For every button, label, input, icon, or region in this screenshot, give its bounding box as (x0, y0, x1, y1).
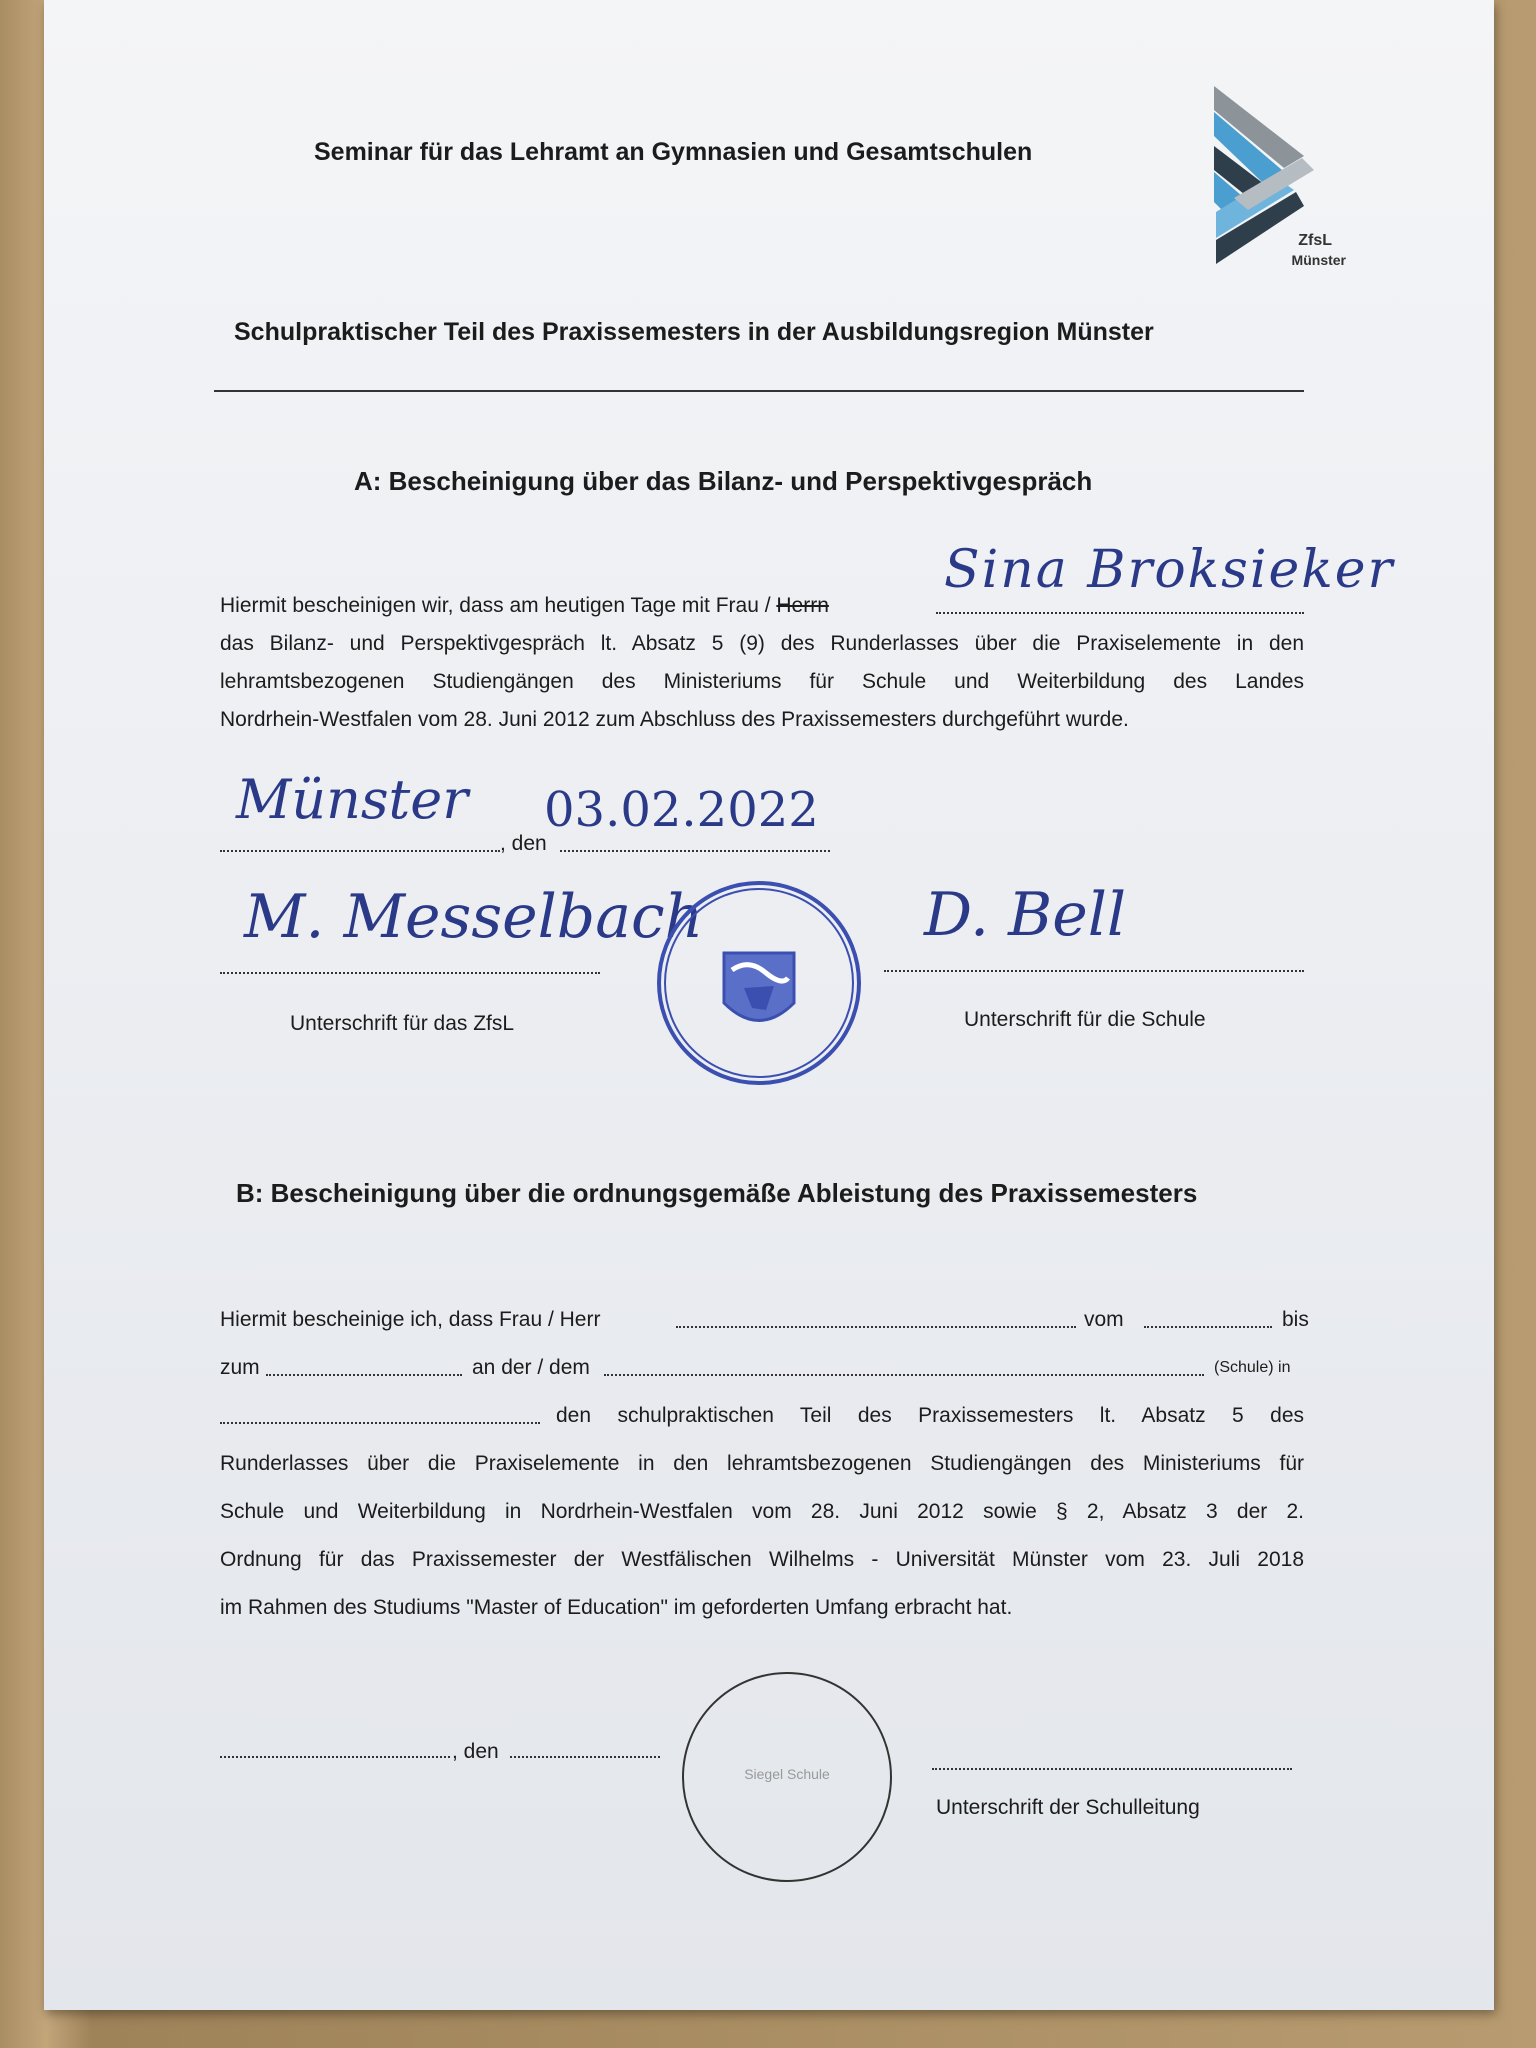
section-b-line-4: Runderlasses über die Praxiselemente in den lehramtsbezogenen Studiengängen des Ministeriums für (220, 1452, 1304, 1475)
section-a-line-3: lehramtsbezogenen Studiengängen des Ministeriums für Schule und Weiterbildung des Landes (220, 670, 1304, 693)
school-signature-label: Unterschrift für die Schule (964, 1008, 1206, 1031)
place-fill-line (220, 830, 500, 852)
school-seal-label: Siegel Schule (744, 1766, 830, 1782)
section-b-line-1c: bis (1282, 1308, 1309, 1331)
section-b-line-1b: vom (1084, 1308, 1124, 1331)
document-subtitle: Schulpraktischer Teil des Praxissemesters in der Ausbildungsregion Münster (234, 318, 1154, 346)
principal-signature-line (932, 1752, 1292, 1770)
handwritten-name: Sina Broksieker (944, 540, 1395, 600)
principal-signature-label: Unterschrift der Schulleitung (936, 1796, 1200, 1819)
section-b-line-7: im Rahmen des Studiums "Master of Education" im geforderten Umfang erbracht hat. (220, 1596, 1013, 1619)
section-a-heading: A: Bescheinigung über das Bilanz- und Perspektivgespräch (354, 466, 1093, 496)
name-b-fill-line (676, 1310, 1076, 1328)
city-fill-line (220, 1406, 540, 1424)
school-seal-circle (682, 1672, 892, 1882)
section-b-line-2c: (Schule) in (1214, 1359, 1291, 1376)
section-b-line-1a: Hiermit bescheinige ich, dass Frau / Herr (220, 1308, 601, 1331)
header-divider (214, 390, 1304, 392)
logo-text-zfsl: ZfsL (1298, 232, 1332, 249)
section-b-heading: B: Bescheinigung über die ordnungsgemäße Ableistung des Praxissemesters (236, 1178, 1198, 1208)
zfsl-signature-label: Unterschrift für das ZfsL (290, 1012, 515, 1035)
official-stamp (654, 878, 864, 1088)
stamp-graphic (654, 878, 864, 1088)
section-b-line-2b: an der / dem (472, 1356, 590, 1379)
section-b-line-6: Ordnung für das Praxissemester der Westfälischen Wilhelms - Universität Münster vom 23. Juli 2018 (220, 1548, 1304, 1571)
section-b-line-3: den schulpraktischen Teil des Praxissemesters lt. Absatz 5 des (556, 1404, 1304, 1427)
den-label-a: , den (500, 832, 547, 855)
section-a-line-1 (220, 594, 829, 618)
section-a-line-4: Nordrhein-Westfalen vom 28. Juni 2012 zum Abschluss des Praxissemesters durchgeführt wurde. (220, 708, 1129, 731)
school-fill-line (604, 1358, 1204, 1376)
logo-text-muenster: Münster (1291, 252, 1346, 268)
school-signature: D. Bell (924, 880, 1127, 950)
from-date-fill-line (1144, 1310, 1272, 1328)
section-a-line-2: das Bilanz- und Perspektivgespräch lt. Absatz 5 (9) des Runderlasses über die Praxiselemente in den (220, 632, 1304, 655)
seminar-title: Seminar für das Lehramt an Gymnasien und Gesamtschulen (314, 138, 1033, 166)
section-b-line-2a: zum (220, 1356, 260, 1379)
den-label-b: , den (452, 1740, 499, 1763)
zfsl-logo (1204, 86, 1354, 276)
place-b-fill-line (220, 1740, 450, 1758)
handwritten-date: 03.02.2022 (544, 782, 819, 838)
handwritten-place: Münster (236, 768, 469, 831)
certificate-sheet (44, 0, 1494, 2010)
zfsl-signature: M. Messelbach (244, 882, 704, 952)
date-b-fill-line (510, 1740, 660, 1758)
struck-herrn: Herrn (776, 594, 829, 617)
to-date-fill-line (266, 1358, 462, 1376)
zfsl-signature-line (220, 952, 600, 974)
school-signature-line (884, 950, 1304, 972)
section-b-line-5: Schule und Weiterbildung in Nordrhein-Westfalen vom 28. Juni 2012 sowie § 2, Absatz 3 der 2. (220, 1500, 1304, 1523)
section-a-line-1-text: Hiermit bescheinigen wir, dass am heutigen Tage mit Frau / (220, 594, 777, 617)
